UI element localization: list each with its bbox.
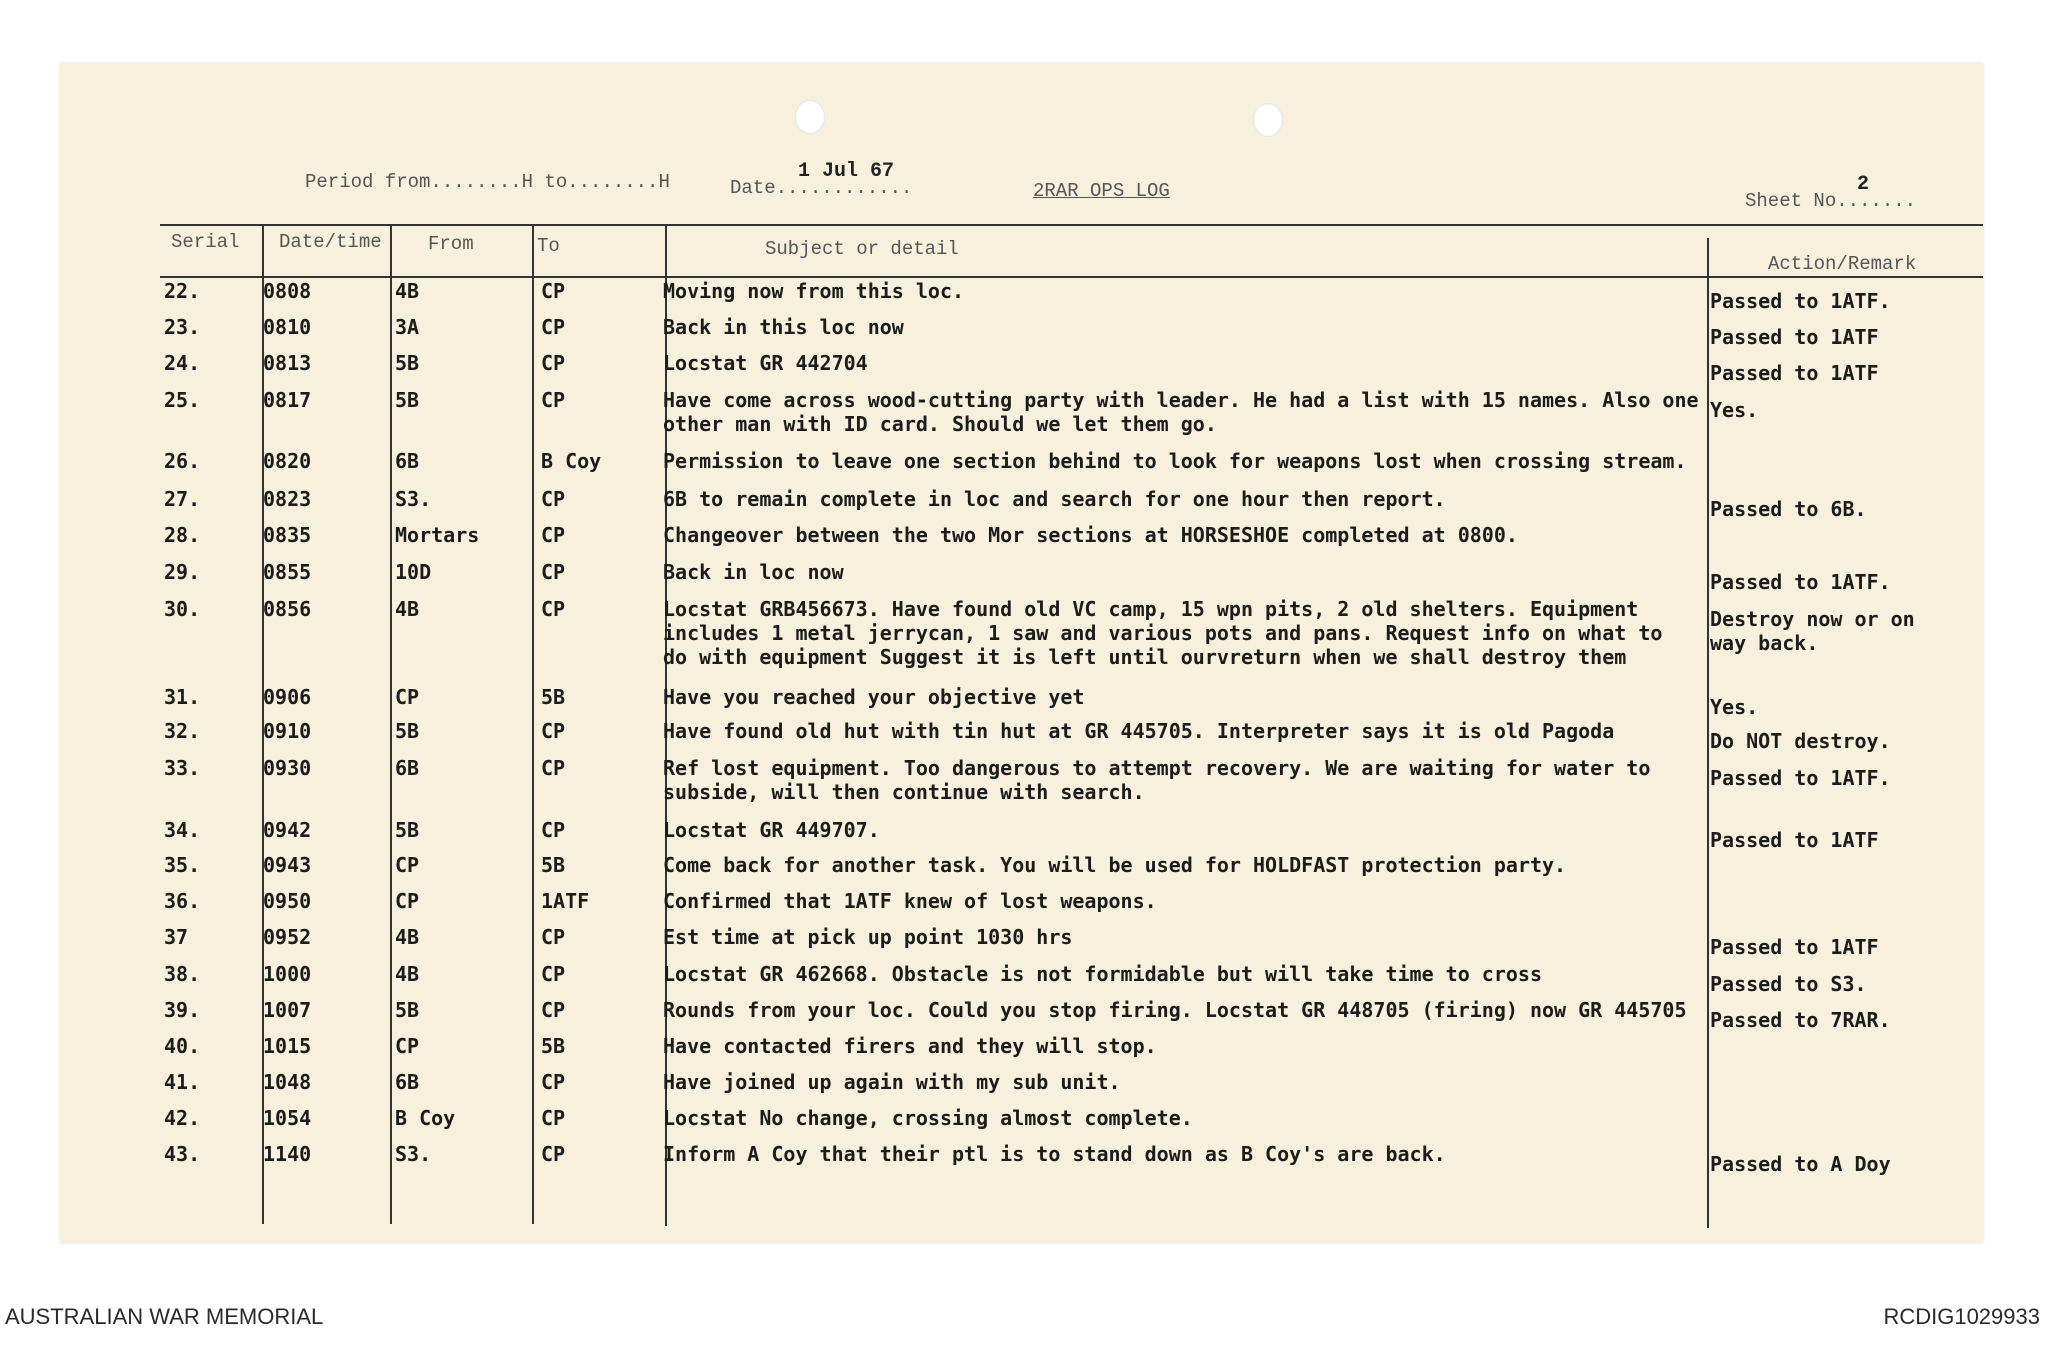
row-serial: 35. — [164, 853, 201, 877]
row-detail — [663, 1106, 1193, 1130]
row-serial: 26. — [164, 449, 201, 473]
row-time: 0823 — [263, 487, 312, 511]
row-from: 4B — [395, 925, 420, 949]
row-serial: 31. — [164, 685, 201, 709]
row-to: CP — [541, 1070, 566, 1094]
row-to: CP — [541, 925, 566, 949]
row-detail — [663, 818, 880, 842]
row-detail-line: Est time at pick up point 1030 hrs — [663, 925, 1073, 949]
row-detail-line: Have come across wood-cutting party with leader. He had a list with 15 names. Also one — [663, 388, 1699, 412]
row-serial: 30. — [164, 597, 201, 621]
row-detail-line: Locstat GR 462668. Obstacle is not formidable but will take time to cross — [663, 962, 1542, 986]
row-from: 6B — [395, 449, 420, 473]
row-action — [1710, 289, 1891, 313]
row-detail-line: Rounds from your loc. Could you stop firing. Locstat GR 448705 (firing) now GR 445705 — [663, 998, 1687, 1022]
row-detail — [663, 388, 1699, 436]
row-to: CP — [541, 597, 566, 621]
col-to-header: To — [537, 235, 560, 257]
header-bottom-rule — [160, 276, 1983, 278]
row-serial: 42. — [164, 1106, 201, 1130]
sheet-field: Sheet No....... — [1745, 190, 1917, 212]
row-to: 1ATF — [541, 889, 590, 913]
row-detail-line: 6B to remain complete in loc and search for one hour then report. — [663, 487, 1446, 511]
col-divider-action — [1707, 238, 1709, 1228]
row-action-line: Passed to 1ATF — [1710, 828, 1879, 852]
row-from: S3. — [395, 1142, 432, 1166]
row-to: B Coy — [541, 449, 602, 473]
row-from: S3. — [395, 487, 432, 511]
row-detail — [663, 685, 1084, 709]
row-detail-line: do with equipment Suggest it is left until ourvreturn when we shall destroy them — [663, 645, 1627, 669]
row-serial: 36. — [164, 889, 201, 913]
row-time: 1007 — [263, 998, 312, 1022]
row-time: 0943 — [263, 853, 312, 877]
row-detail-line: Have found old hut with tin hut at GR 445705. Interpreter says it is old Pagoda — [663, 719, 1615, 743]
row-detail-line: Come back for another task. You will be used for HOLDFAST protection party. — [663, 853, 1567, 877]
col-action-header: Action/Remark — [1768, 253, 1917, 275]
row-to: CP — [541, 388, 566, 412]
row-time: 1015 — [263, 1034, 312, 1058]
row-from: 5B — [395, 719, 420, 743]
col-divider-from — [390, 224, 392, 1224]
row-action — [1710, 695, 1758, 719]
row-to: 5B — [541, 853, 566, 877]
row-from: 10D — [395, 560, 432, 584]
row-time: 0910 — [263, 719, 312, 743]
row-time: 0820 — [263, 449, 312, 473]
row-detail-line: Have joined up again with my sub unit. — [663, 1070, 1121, 1094]
row-detail — [663, 719, 1614, 743]
row-serial: 37 — [164, 925, 189, 949]
row-serial: 23. — [164, 315, 201, 339]
row-action-line: Do NOT destroy. — [1710, 729, 1891, 753]
row-detail-line: Inform A Coy that their ptl is to stand down as B Coy's are back. — [663, 1142, 1446, 1166]
date-field: Date............ — [730, 177, 913, 199]
row-detail-line: Ref lost equipment. Too dangerous to attempt recovery. We are waiting for water to — [663, 756, 1651, 780]
col-from-header: From — [428, 233, 474, 255]
row-detail-line: includes 1 metal jerrycan, 1 saw and various pots and pans. Request info on what to — [663, 621, 1663, 645]
row-detail — [663, 279, 964, 303]
row-action-line: Passed to 1ATF. — [1710, 766, 1891, 790]
row-action — [1710, 766, 1891, 790]
row-from: 6B — [395, 1070, 420, 1094]
row-to: CP — [541, 487, 566, 511]
date-value: 1 Jul 67 — [798, 160, 895, 183]
row-action — [1710, 607, 1915, 655]
row-detail-line: Locstat GRB456673. Have found old VC camp, 15 wpn pits, 2 old shelters. Equipment — [663, 597, 1639, 621]
row-to: CP — [541, 1142, 566, 1166]
col-serial-header: Serial — [171, 231, 240, 253]
row-from: 4B — [395, 279, 420, 303]
row-detail-line: Permission to leave one section behind to look for weapons lost when crossing stream. — [663, 449, 1687, 473]
row-detail-line: Back in loc now — [663, 560, 844, 584]
row-action-line: Passed to A Doy — [1710, 1152, 1891, 1176]
row-detail — [663, 597, 1662, 669]
row-to: CP — [541, 279, 566, 303]
row-action — [1710, 325, 1879, 349]
row-serial: 32. — [164, 719, 201, 743]
row-serial: 29. — [164, 560, 201, 584]
row-from: Mortars — [395, 523, 480, 547]
row-from: CP — [395, 1034, 420, 1058]
row-from: 5B — [395, 388, 420, 412]
row-time: 1048 — [263, 1070, 312, 1094]
row-detail-line: Locstat GR 449707. — [663, 818, 880, 842]
row-detail-line: Have contacted firers and they will stop. — [663, 1034, 1157, 1058]
row-detail-line: Changeover between the two Mor sections at HORSESHOE completed at 0800. — [663, 523, 1518, 547]
row-serial: 38. — [164, 962, 201, 986]
row-detail — [663, 962, 1542, 986]
row-time: 1000 — [263, 962, 312, 986]
log-title: 2RAR OPS LOG — [1033, 180, 1170, 202]
row-action — [1710, 972, 1867, 996]
row-to: CP — [541, 818, 566, 842]
row-action — [1710, 398, 1758, 422]
row-detail — [663, 1142, 1446, 1166]
header-top-rule — [160, 224, 1983, 226]
row-from: 5B — [395, 998, 420, 1022]
archive-id: RCDIG1029933 — [1883, 1304, 2040, 1329]
row-detail — [663, 998, 1687, 1022]
row-action-line: Passed to 1ATF. — [1710, 570, 1891, 594]
row-action-line: Passed to 7RAR. — [1710, 1008, 1891, 1032]
row-action — [1710, 1152, 1891, 1176]
row-serial: 34. — [164, 818, 201, 842]
row-serial: 41. — [164, 1070, 201, 1094]
row-time: 0856 — [263, 597, 312, 621]
row-from: 4B — [395, 962, 420, 986]
row-detail — [663, 1034, 1157, 1058]
row-action-line: Destroy now or on — [1710, 607, 1915, 631]
row-from: 3A — [395, 315, 420, 339]
row-time: 0835 — [263, 523, 312, 547]
row-to: CP — [541, 962, 566, 986]
row-detail-line: Moving now from this loc. — [663, 279, 965, 303]
row-from: 5B — [395, 818, 420, 842]
row-serial: 28. — [164, 523, 201, 547]
row-action — [1710, 828, 1879, 852]
row-from: CP — [395, 685, 420, 709]
row-detail — [663, 853, 1566, 877]
period-field: Period from........H to........H — [305, 171, 670, 193]
col-datetime-header: Date/time — [279, 231, 382, 253]
row-detail — [663, 487, 1446, 511]
row-time: 0810 — [263, 315, 312, 339]
row-from: CP — [395, 889, 420, 913]
row-action — [1710, 497, 1867, 521]
row-to: CP — [541, 560, 566, 584]
row-action-line: Yes. — [1710, 398, 1759, 422]
row-to: CP — [541, 315, 566, 339]
punch-hole-right — [1253, 103, 1283, 137]
sheet-number: 2 — [1857, 173, 1870, 196]
row-time: 0950 — [263, 889, 312, 913]
row-serial: 27. — [164, 487, 201, 511]
row-time: 0930 — [263, 756, 312, 780]
row-to: CP — [541, 523, 566, 547]
row-serial: 25. — [164, 388, 201, 412]
row-serial: 39. — [164, 998, 201, 1022]
row-to: CP — [541, 998, 566, 1022]
row-to: CP — [541, 719, 566, 743]
row-action-line: way back. — [1710, 631, 1819, 655]
row-detail-line: other man with ID card. Should we let them go. — [663, 412, 1217, 436]
row-time: 0855 — [263, 560, 312, 584]
row-detail — [663, 1070, 1121, 1094]
row-action-line: Passed to 1ATF. — [1710, 289, 1891, 313]
row-action — [1710, 1008, 1891, 1032]
row-time: 0813 — [263, 351, 312, 375]
row-action-line: Passed to S3. — [1710, 972, 1867, 996]
row-detail — [663, 925, 1072, 949]
row-action-line: Passed to 6B. — [1710, 497, 1867, 521]
row-action — [1710, 570, 1891, 594]
row-to: CP — [541, 1106, 566, 1130]
row-from: 5B — [395, 351, 420, 375]
row-serial: 43. — [164, 1142, 201, 1166]
row-action — [1710, 935, 1879, 959]
archive-credit: AUSTRALIAN WAR MEMORIAL — [5, 1304, 324, 1329]
row-serial: 22. — [164, 279, 201, 303]
row-time: 1054 — [263, 1106, 312, 1130]
row-to: CP — [541, 756, 566, 780]
row-detail — [663, 523, 1518, 547]
row-serial: 24. — [164, 351, 201, 375]
row-serial: 40. — [164, 1034, 201, 1058]
row-from: CP — [395, 853, 420, 877]
row-action-line: Yes. — [1710, 695, 1759, 719]
row-to: CP — [541, 351, 566, 375]
punch-hole-left — [795, 100, 825, 134]
row-to: 5B — [541, 1034, 566, 1058]
row-detail-line: Have you reached your objective yet — [663, 685, 1085, 709]
row-detail — [663, 449, 1687, 473]
row-time: 0817 — [263, 388, 312, 412]
row-detail-line: subside, will then continue with search. — [663, 780, 1145, 804]
row-action-line: Passed to 1ATF — [1710, 935, 1879, 959]
row-action — [1710, 729, 1891, 753]
row-detail-line: Confirmed that 1ATF knew of lost weapons. — [663, 889, 1157, 913]
row-time: 0808 — [263, 279, 312, 303]
row-detail — [663, 889, 1157, 913]
row-detail-line: Back in this loc now — [663, 315, 904, 339]
row-time: 0906 — [263, 685, 312, 709]
row-detail — [663, 756, 1650, 804]
row-action — [1710, 361, 1879, 385]
row-detail — [663, 351, 868, 375]
row-from: B Coy — [395, 1106, 456, 1130]
row-action-line: Passed to 1ATF — [1710, 361, 1879, 385]
row-detail-line: Locstat GR 442704 — [663, 351, 868, 375]
row-detail — [663, 315, 904, 339]
row-detail — [663, 560, 844, 584]
row-from: 6B — [395, 756, 420, 780]
row-time: 0952 — [263, 925, 312, 949]
row-time: 1140 — [263, 1142, 312, 1166]
row-action-line: Passed to 1ATF — [1710, 325, 1879, 349]
row-from: 4B — [395, 597, 420, 621]
row-to: 5B — [541, 685, 566, 709]
col-subject-header: Subject or detail — [765, 238, 959, 260]
row-serial: 33. — [164, 756, 201, 780]
col-divider-to — [532, 224, 534, 1224]
row-detail-line: Locstat No change, crossing almost complete. — [663, 1106, 1193, 1130]
row-time: 0942 — [263, 818, 312, 842]
log-sheet — [60, 63, 1983, 1243]
